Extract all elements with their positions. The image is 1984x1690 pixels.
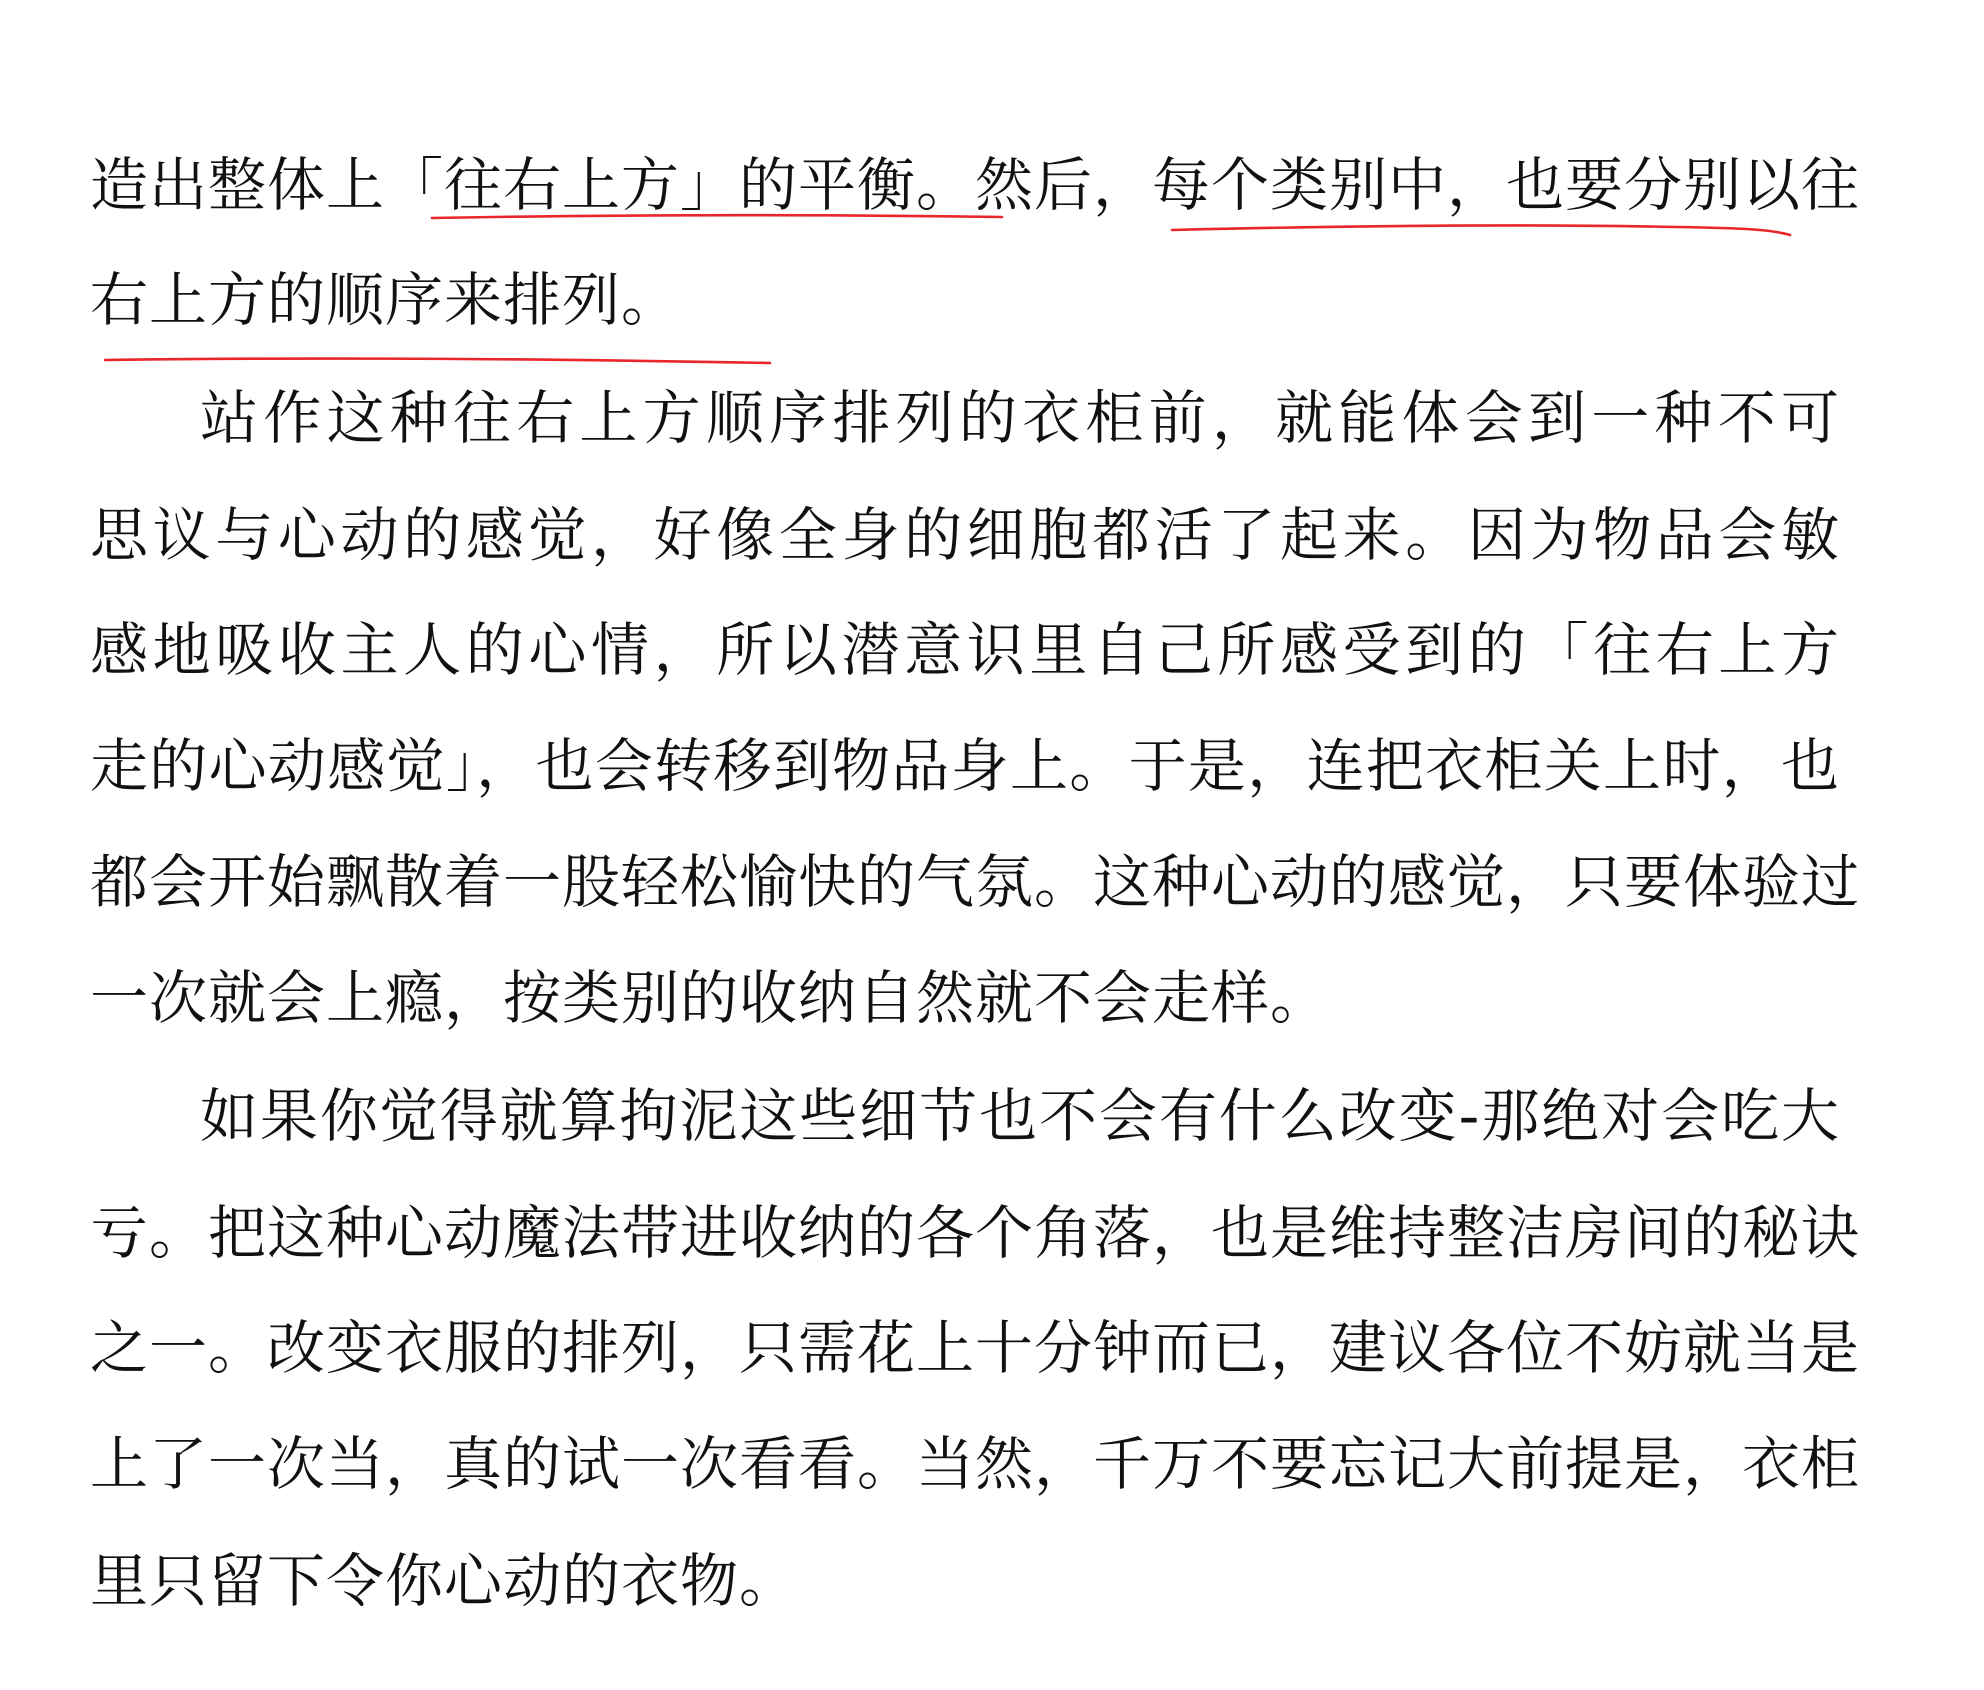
text-line-7: 都会开始飘散着一股轻松愉快的气氛。这种心动的感觉，只要体验过 bbox=[90, 848, 1861, 916]
text-line-2: 右上方的顺序来排列。 bbox=[90, 266, 681, 334]
text-line-4: 思议与心动的感觉，好像全身的细胞都活了起来。因为物品会敏 bbox=[90, 501, 1840, 569]
text-line-10: 亏。把这种心动魔法带进收纳的各个角落，也是维持整洁房间的秘诀 bbox=[90, 1199, 1861, 1267]
text-line-9: 如果你觉得就算拘泥这些细节也不会有什么改变-那绝对会吃大 bbox=[200, 1082, 1840, 1150]
text-line-6: 走的心动感觉」，也会转移到物品身上。于是，连把衣柜关上时，也 bbox=[90, 732, 1840, 800]
underline-2 bbox=[1172, 225, 1790, 235]
text-line-3: 站作这种往右上方顺序排列的衣柜前，就能体会到一种不可 bbox=[200, 384, 1840, 452]
text-line-5: 感地吸收主人的心情，所以潜意识里自己所感受到的「往右上方 bbox=[90, 616, 1840, 684]
text-line-8: 一次就会上瘾，按类别的收纳自然就不会走样。 bbox=[90, 964, 1330, 1032]
text-line-1: 造出整体上「往右上方」的平衡。然后，每个类别中，也要分别以往 bbox=[90, 151, 1861, 219]
text-line-12: 上了一次当，真的试一次看看。当然，千万不要忘记大前提是，衣柜 bbox=[90, 1430, 1861, 1498]
text-line-13: 里只留下令你心动的衣物。 bbox=[90, 1547, 799, 1615]
underline-3 bbox=[105, 359, 770, 363]
text-line-11: 之一。改变衣服的排列，只需花上十分钟而已，建议各位不妨就当是 bbox=[90, 1314, 1861, 1382]
